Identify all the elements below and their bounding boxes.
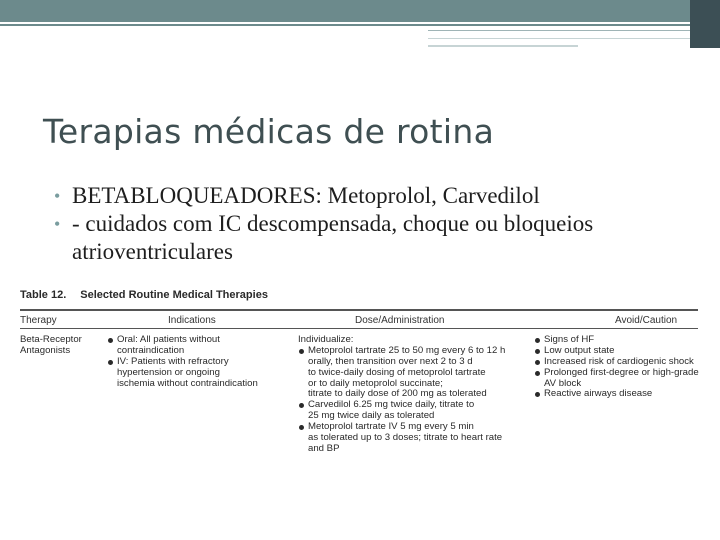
bullet-dot-icon: • — [54, 214, 61, 234]
top-rule-thin-1 — [428, 30, 690, 31]
column-header-dose: Dose/Administration — [355, 315, 445, 326]
avoid-line: Reactive airways disease — [534, 389, 699, 400]
bullet-text: BETABLOQUEADORES: Metoprolol, Carvedilol — [72, 183, 540, 208]
avoid-line: Prolonged first-degree or high-grade — [534, 368, 699, 379]
avoid-line: Increased risk of cardiogenic shock — [534, 357, 699, 368]
avoid-line: Low output state — [534, 346, 699, 357]
indications-line: IV: Patients with refractory — [107, 357, 258, 368]
therapy-cell — [20, 335, 82, 357]
avoid-cell — [534, 335, 699, 400]
column-header-avoid: Avoid/Caution — [615, 315, 678, 326]
indications-line: ischemia without contraindication — [117, 377, 258, 389]
table-top-rule — [20, 309, 698, 311]
table-number: Table 12. — [20, 289, 67, 301]
column-header-indications: Indications — [168, 315, 216, 326]
dose-line: as tolerated up to 3 doses; titrate to heart rate — [308, 432, 503, 444]
top-right-block — [690, 0, 720, 48]
indications-line: hypertension or ongoing — [117, 366, 220, 378]
dose-line: 25 mg twice daily as tolerated — [308, 410, 435, 422]
table-header-rule — [20, 328, 698, 329]
bullet-item — [54, 210, 704, 266]
top-rule — [0, 24, 690, 26]
dose-line: to twice-daily dosing of metoprolol tartrate — [308, 366, 486, 378]
top-band — [0, 0, 700, 22]
dose-line: Metoprolol tartrate 25 to 50 mg every 6 to 12 h — [298, 346, 505, 357]
table-caption-text: Selected Routine Medical Therapies — [80, 289, 268, 301]
avoid-line: Signs of HF — [534, 335, 699, 346]
dose-line: titrate to daily dose of 200 mg as tolerated — [308, 388, 487, 400]
slide-title: Terapias médicas de rotina — [43, 112, 495, 151]
bullet-text: - cuidados com IC descompensada, choque ou bloqueios atrioventriculares — [72, 211, 594, 264]
bullet-dot-icon: • — [54, 186, 61, 206]
therapy-line: Beta-Receptor — [20, 334, 82, 345]
indications-cell — [107, 335, 258, 389]
bullet-item — [54, 182, 704, 210]
therapy-line: Antagonists — [20, 344, 71, 356]
table-caption — [20, 289, 268, 301]
top-rule-thin-3 — [428, 45, 578, 47]
dose-line: or to daily metoprolol succinate; — [308, 377, 443, 389]
avoid-line: AV block — [544, 377, 582, 389]
dose-cell — [298, 335, 505, 455]
indications-line: Oral: All patients without — [107, 335, 258, 346]
top-rule-thin-2 — [428, 38, 690, 39]
top-decorative-bar — [0, 0, 720, 36]
dose-line: orally, then transition over next 2 to 3 d — [308, 355, 473, 367]
dose-line: and BP — [308, 442, 340, 454]
dose-line: Metoprolol tartrate IV 5 mg every 5 min — [298, 422, 505, 433]
dose-line: Carvedilol 6.25 mg twice daily, titrate to — [298, 400, 505, 411]
bullet-list — [54, 182, 704, 266]
dose-line: Individualize: — [298, 334, 354, 345]
indications-line: contraindication — [117, 344, 185, 356]
column-header-therapy: Therapy — [20, 315, 57, 326]
therapies-table — [20, 289, 698, 489]
